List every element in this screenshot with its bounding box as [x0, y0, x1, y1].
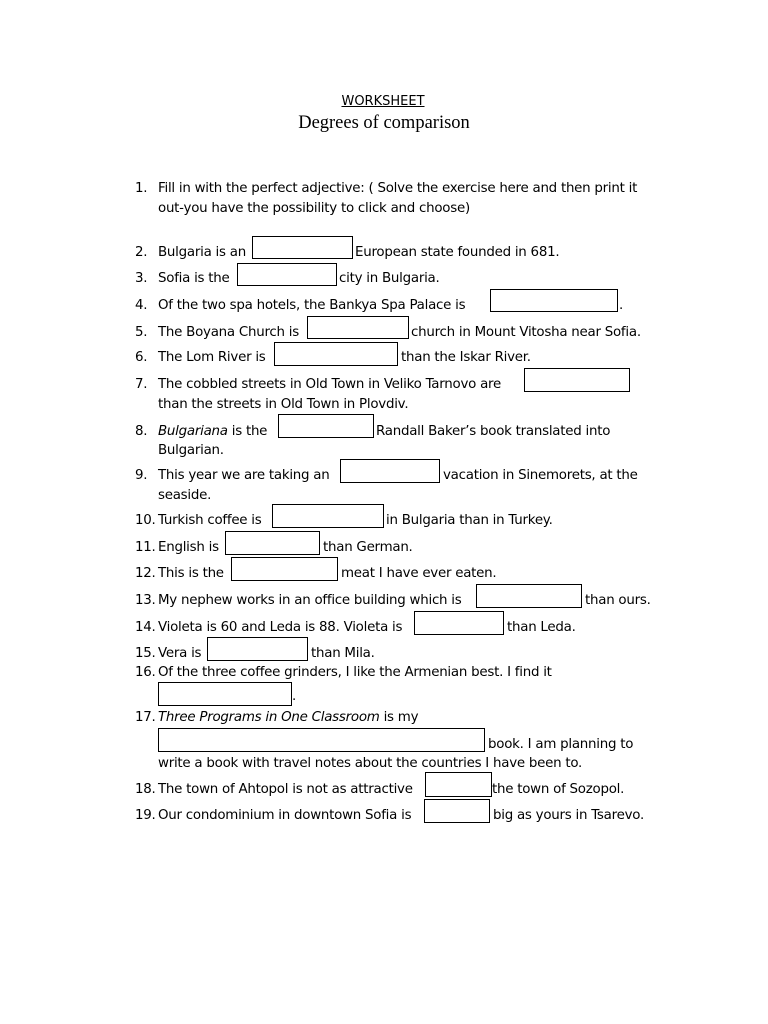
item-text: The town of Ahtopol is not as attractive	[158, 782, 413, 797]
item-number: 11.	[135, 540, 156, 555]
item-text: English is	[158, 540, 219, 555]
item-text: This is the	[158, 566, 224, 581]
item-text: in Bulgaria than in Turkey.	[386, 513, 553, 528]
answer-input[interactable]	[158, 728, 485, 752]
answer-input[interactable]	[524, 368, 630, 392]
book-title: Bulgariana	[158, 424, 228, 439]
item-text: .	[292, 689, 297, 704]
answer-input[interactable]	[231, 557, 338, 581]
item-text: write a book with travel notes about the countries I have been to.	[158, 756, 583, 771]
book-title: Three Programs in One Classroom	[158, 710, 380, 725]
item-text: European state founded in 681.	[355, 245, 560, 260]
answer-input[interactable]	[307, 316, 409, 339]
item-text	[158, 710, 418, 726]
item-text: than Leda.	[507, 620, 576, 635]
item-number: 2.	[135, 245, 148, 260]
item-text: church in Mount Vitosha near Sofia.	[411, 325, 641, 340]
item-number: 6.	[135, 350, 148, 365]
item-text: Bulgaria is an	[158, 245, 246, 260]
answer-input[interactable]	[237, 263, 337, 286]
item-number: 10.	[135, 513, 156, 528]
item-text: Of the two spa hotels, the Bankya Spa Palace is	[158, 298, 466, 313]
item-text: Vera is	[158, 646, 202, 661]
item-number: 17.	[135, 710, 156, 725]
item-number: 3.	[135, 271, 148, 286]
item-text: Violeta is 60 and Leda is 88. Violeta is	[158, 620, 403, 635]
item-number: 12.	[135, 566, 156, 581]
answer-input[interactable]	[278, 414, 374, 438]
answer-input[interactable]	[158, 682, 292, 706]
item-text: book. I am planning to	[488, 737, 634, 752]
item-text: than German.	[323, 540, 413, 555]
worksheet-label: WORKSHEET	[341, 94, 425, 109]
item-text: Of the three coffee grinders, I like the Armenian best. I find it	[158, 665, 552, 680]
item-text	[158, 424, 267, 440]
item-text: .	[619, 298, 624, 313]
item-number: 4.	[135, 298, 148, 313]
item-text: big as yours in Tsarevo.	[493, 808, 644, 823]
item-number: 5.	[135, 325, 148, 340]
answer-input[interactable]	[476, 584, 582, 608]
item-text: than the streets in Old Town in Plovdiv.	[158, 397, 409, 412]
item-text: is the	[227, 424, 268, 439]
answer-input[interactable]	[252, 236, 353, 259]
answer-input[interactable]	[424, 799, 490, 823]
item-number: 7.	[135, 377, 148, 392]
item-text: Turkish coffee is	[158, 513, 262, 528]
item-text: than the Iskar River.	[401, 350, 531, 365]
answer-input[interactable]	[425, 772, 492, 797]
item-number: 16.	[135, 665, 156, 680]
item-text: meat I have ever eaten.	[341, 566, 497, 581]
item-text: This year we are taking an	[158, 468, 330, 483]
item-text: vacation in Sinemorets, at the	[443, 468, 638, 483]
item-number: 9.	[135, 468, 148, 483]
instruction-line-2: out-you have the possibility to click and choose)	[158, 201, 470, 216]
item-number: 8.	[135, 424, 148, 439]
answer-input[interactable]	[274, 342, 398, 366]
item-number: 18.	[135, 782, 156, 797]
item-text: The Lom River is	[158, 350, 266, 365]
answer-input[interactable]	[207, 637, 308, 661]
item-text: Our condominium in downtown Sofia is	[158, 808, 412, 823]
item-text: The Boyana Church is	[158, 325, 299, 340]
item-number: 19.	[135, 808, 156, 823]
item-text: Sofia is the	[158, 271, 230, 286]
item-text: My nephew works in an office building which is	[158, 593, 462, 608]
item-number: 13.	[135, 593, 156, 608]
item-text: The cobbled streets in Old Town in Veliko Tarnovo are	[158, 377, 501, 392]
item-text: than Mila.	[311, 646, 375, 661]
item-number: 14.	[135, 620, 156, 635]
item-number: 1.	[135, 181, 148, 196]
answer-input[interactable]	[414, 611, 504, 635]
worksheet-title: Degrees of comparison	[298, 113, 470, 133]
answer-input[interactable]	[272, 504, 384, 528]
item-text: city in Bulgaria.	[339, 271, 440, 286]
instruction-line-1: Fill in with the perfect adjective: ( Solve the exercise here and then print it	[158, 181, 638, 196]
item-text: than ours.	[585, 593, 651, 608]
item-number: 15.	[135, 646, 156, 661]
answer-input[interactable]	[225, 531, 320, 555]
item-text: Randall Baker’s book translated into	[376, 424, 611, 439]
answer-input[interactable]	[490, 289, 618, 312]
item-text: Bulgarian.	[158, 443, 224, 458]
item-text: is my	[379, 710, 419, 725]
item-text: the town of Sozopol.	[492, 782, 625, 797]
answer-input[interactable]	[340, 459, 440, 483]
item-text: seaside.	[158, 488, 212, 503]
